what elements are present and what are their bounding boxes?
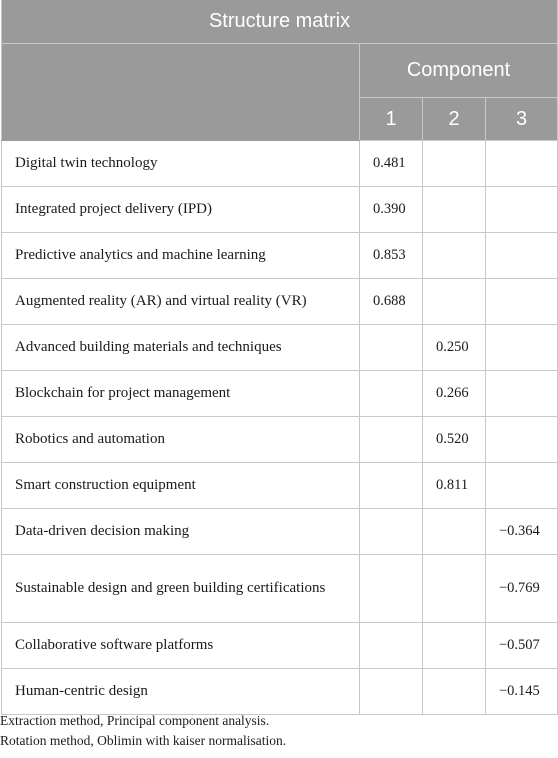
table-title: Structure matrix: [2, 0, 558, 44]
row-label-text: Data-driven decision making: [15, 523, 190, 539]
table-row: [2, 141, 558, 187]
loading-cell-component-2: [423, 623, 486, 669]
loading-cell-component-1: [360, 325, 423, 371]
row-label-text: Digital twin technology: [15, 155, 158, 171]
row-label-text: Smart construction equipment: [15, 477, 196, 493]
row-label: [2, 669, 360, 715]
loading-cell-component-2: [423, 279, 486, 325]
loading-cell-component-3: [486, 233, 558, 279]
loading-cell-component-2: [423, 141, 486, 187]
row-label: [2, 623, 360, 669]
column-header-1: 1: [360, 98, 423, 141]
structure-matrix-table: [1, 0, 558, 715]
table-row: [2, 325, 558, 371]
loading-cell-component-1: [360, 463, 423, 509]
loading-cell-component-2: [423, 509, 486, 555]
table-row: [2, 233, 558, 279]
row-label-text: Collaborative software platforms: [15, 637, 214, 653]
loading-cell-component-1: 0.853: [360, 233, 423, 279]
loading-cell-component-1: 0.688: [360, 279, 423, 325]
loading-cell-component-3: [486, 371, 558, 417]
loading-cell-component-1: [360, 417, 423, 463]
loading-cell-component-3: [486, 187, 558, 233]
row-label: [2, 509, 360, 555]
table-row: [2, 371, 558, 417]
loading-cell-component-1: [360, 555, 423, 623]
row-label: [2, 141, 360, 187]
loading-cell-component-2: 0.250: [423, 325, 486, 371]
loading-cell-component-1: [360, 669, 423, 715]
row-label-text: Augmented reality (AR) and virtual reality (VR): [15, 293, 307, 309]
loading-cell-component-2: [423, 669, 486, 715]
loading-cell-component-1: [360, 623, 423, 669]
row-label-text: Advanced building materials and techniques: [15, 339, 282, 355]
row-label: [2, 187, 360, 233]
row-label-text: Human-centric design: [15, 683, 148, 699]
loading-cell-component-3: [486, 417, 558, 463]
row-label: [2, 371, 360, 417]
table-row: [2, 509, 558, 555]
row-label: [2, 233, 360, 279]
row-label-text: Integrated project delivery (IPD): [15, 201, 212, 217]
row-label: [2, 279, 360, 325]
table-row: [2, 417, 558, 463]
row-label-header: [2, 44, 360, 141]
table-row: [2, 187, 558, 233]
row-label: [2, 325, 360, 371]
loading-cell-component-3: [486, 463, 558, 509]
loading-cell-component-2: 0.266: [423, 371, 486, 417]
loading-cell-component-3: [486, 325, 558, 371]
row-label: [2, 555, 360, 623]
loading-cell-component-3: −0.145: [486, 669, 558, 715]
loading-cell-component-3: −0.507: [486, 623, 558, 669]
loading-cell-component-2: [423, 555, 486, 623]
loading-cell-component-2: [423, 187, 486, 233]
loading-cell-component-2: 0.811: [423, 463, 486, 509]
table-row: [2, 623, 558, 669]
loading-cell-component-2: [423, 233, 486, 279]
row-label: [2, 463, 360, 509]
component-header: Component: [360, 44, 558, 98]
row-label-text: Predictive analytics and machine learning: [15, 247, 266, 263]
loading-cell-component-3: −0.364: [486, 509, 558, 555]
row-label-text: Blockchain for project management: [15, 385, 231, 401]
loading-cell-component-1: 0.390: [360, 187, 423, 233]
table-row: [2, 463, 558, 509]
loading-cell-component-3: −0.769: [486, 555, 558, 623]
loading-cell-component-1: 0.481: [360, 141, 423, 187]
extraction-note: Extraction method, Principal component analysis.: [0, 713, 270, 728]
loading-cell-component-3: [486, 279, 558, 325]
column-header-3: 3: [486, 98, 558, 141]
loading-cell-component-3: [486, 141, 558, 187]
table-body: [2, 141, 558, 715]
table-row: [2, 279, 558, 325]
loading-cell-component-2: 0.520: [423, 417, 486, 463]
row-label: [2, 417, 360, 463]
column-header-2: 2: [423, 98, 486, 141]
table-notes: [0, 711, 286, 751]
table-row: [2, 669, 558, 715]
loading-cell-component-1: [360, 509, 423, 555]
row-label-text: Robotics and automation: [15, 431, 165, 447]
rotation-note: Rotation method, Oblimin with kaiser normalisation.: [0, 733, 287, 748]
table-row: [2, 555, 558, 623]
row-label-text: Sustainable design and green building certifications: [15, 580, 326, 596]
loading-cell-component-1: [360, 371, 423, 417]
